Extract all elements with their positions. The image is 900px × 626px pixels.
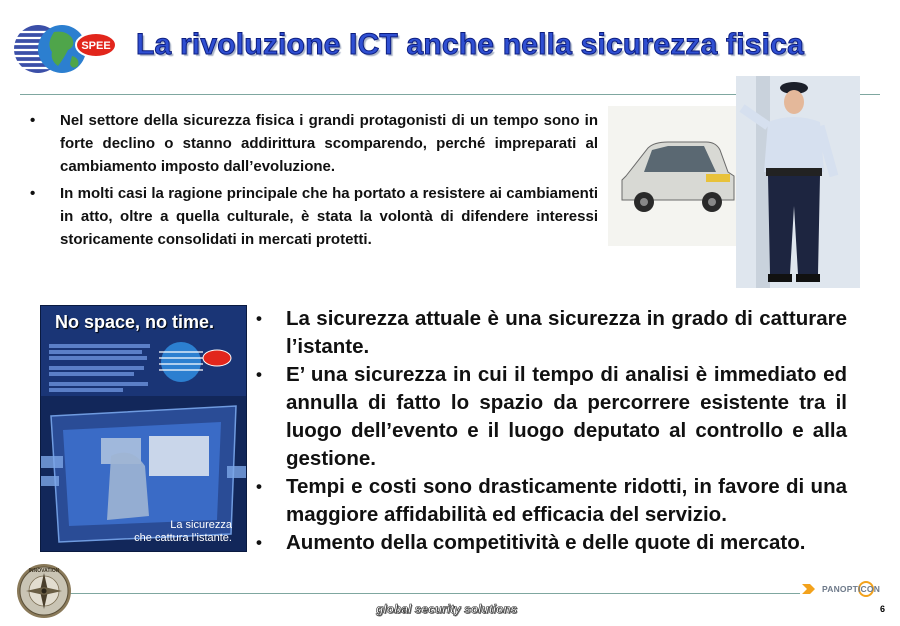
top-bullet-item [28, 182, 598, 251]
bullet-marker: • [256, 309, 262, 328]
globe-icon [14, 25, 86, 73]
main-bullet-item [254, 361, 847, 473]
arrow-icon [802, 584, 815, 594]
bullet-marker: • [256, 533, 262, 552]
bullet-marker: • [30, 185, 36, 202]
main-bullet-text: Tempi e costi sono drasticamente ridotti, in favore di una maggiore affidabilità ed efficacia del servizio. [286, 475, 847, 526]
promo-poster [40, 305, 247, 552]
bullet-marker: • [256, 365, 262, 384]
main-bullet-item [254, 473, 847, 529]
page-number: 6 [880, 604, 886, 614]
main-bullet-list [254, 305, 847, 557]
main-bullet-item [254, 305, 847, 361]
bullet-marker: • [30, 112, 36, 129]
footer-tagline: global security solutions [376, 602, 518, 616]
security-guard-photo [608, 76, 860, 288]
poster-headline: No space, no time. [55, 312, 215, 332]
panopticon-brand: PANOPTICON [822, 584, 881, 594]
logo-text: SPEE [81, 40, 111, 52]
spee-logo [14, 22, 118, 76]
poster-body-text [49, 342, 155, 394]
compass-label: INNOVATION [28, 568, 60, 574]
bullet-marker: • [256, 477, 262, 496]
top-bullet-text: In molti casi la ragione principale che ha portato a resistere ai cambiamenti in atto, oltre a quella culturale, è stata la volontà di difendere interessi storicamente consolidati in mercati protetti. [60, 185, 598, 248]
guard-figure [736, 76, 860, 288]
poster-caption-line1: La sicurezza [170, 519, 232, 531]
top-bullet-item [28, 109, 598, 178]
innovation-compass-logo [16, 563, 72, 619]
main-bullet-text: E’ una sicurezza in cui il tempo di analisi è immediato ed annulla di fatto lo spazio da percorrere esistente tra il luogo dell’evento e il luogo deputato al controllo e alla gestione. [286, 363, 847, 470]
footer-divider [70, 593, 800, 594]
top-bullet-text: Nel settore della sicurezza fisica i grandi protagonisti di un tempo sono in forte declino o stanno addirittura scomparendo, perché impreparati al cambiamento imposto dall’evoluzione. [60, 112, 598, 175]
slide-title: La rivoluzione ICT anche nella sicurezza fisica [136, 28, 804, 61]
poster-caption-line2: che cattura l’istante. [134, 532, 232, 544]
main-bullet-item [254, 529, 847, 557]
main-bullet-text: La sicurezza attuale è una sicurezza in grado di catturare l’istante. [286, 307, 847, 358]
top-bullet-list [28, 109, 598, 255]
main-bullet-text: Aumento della competitività e delle quote di mercato. [286, 531, 806, 554]
poster-caption [134, 519, 232, 545]
